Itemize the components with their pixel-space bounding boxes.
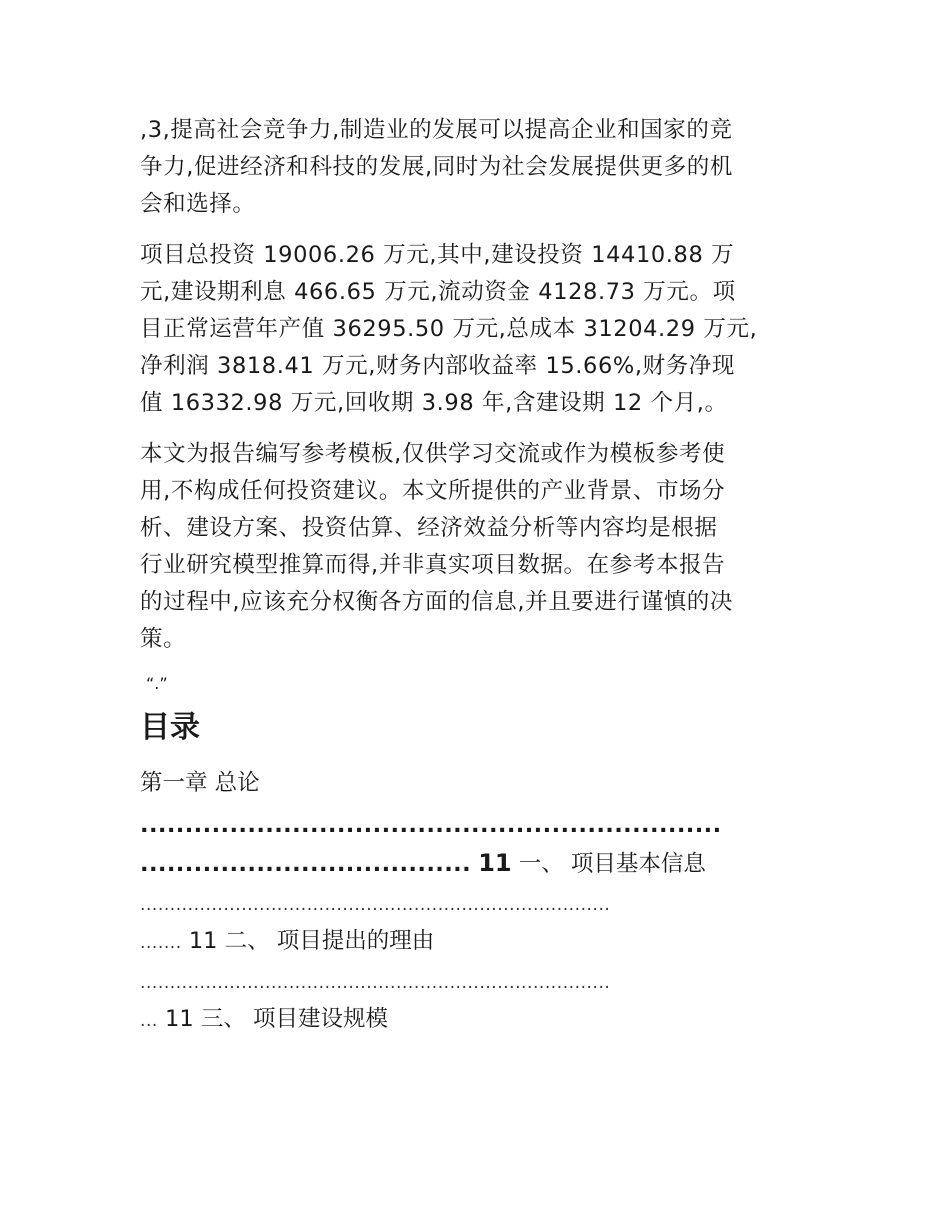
- toc-entry-line: [140, 1000, 820, 1038]
- text-line: 净利润 3818.41 万元,财务内部收益率 15.66%,财务净现: [140, 353, 735, 379]
- toc-dots: ...: [140, 1011, 158, 1031]
- text-line: ,3,提高社会竞争力,制造业的发展可以提高企业和国家的竞: [140, 117, 733, 143]
- text-line: 的过程中,应该充分权衡各方面的信息,并且要进行谨慎的决: [140, 589, 734, 615]
- toc-entry-project-info[interactable]: 一、 项目基本信息: [518, 851, 706, 877]
- toc-entry-project-scale[interactable]: 三、 项目建设规模: [200, 1006, 388, 1032]
- toc-page-number: 11: [165, 1006, 194, 1032]
- toc-chapter-heading: 第一章 总论: [140, 770, 260, 796]
- toc-dots: .....................................: [140, 851, 472, 877]
- paragraph-competitiveness: [140, 112, 820, 223]
- text-line: 本文为报告编写参考模板,仅供学习交流或作为模板参考使: [140, 441, 726, 467]
- toc-dots: .......: [140, 933, 182, 953]
- toc-leader-line: [140, 806, 820, 844]
- toc-title: 目录: [140, 710, 200, 745]
- toc-dots: ...............................................................................: [140, 973, 611, 993]
- text-line: 目正常运营年产值 36295.50 万元,总成本 31204.29 万元,: [140, 316, 758, 342]
- text-line: 元,建设期利息 466.65 万元,流动资金 4128.73 万元。项: [140, 279, 736, 305]
- text-line: 析、建设方案、投资估算、经济效益分析等内容均是根据: [140, 515, 718, 541]
- toc-leader-line: [140, 884, 820, 922]
- text-line: 会和选择。: [140, 191, 256, 217]
- toc-dots: ...............................................................................: [140, 895, 611, 915]
- toc-page-number: 11: [478, 849, 512, 877]
- toc-dots: .................................................................: [140, 812, 722, 838]
- quote-mark: “.”: [146, 674, 168, 693]
- text-line: 行业研究模型推算而得,并非真实项目数据。在参考本报告: [140, 552, 726, 578]
- text-line: 策。: [140, 626, 187, 652]
- text-line: 用,不构成任何投资建议。本文所提供的产业背景、市场分: [140, 478, 726, 504]
- toc-entry-line: [140, 844, 820, 882]
- text-line: 项目总投资 19006.26 万元,其中,建设投资 14410.88 万: [140, 242, 735, 268]
- document-page: [140, 112, 820, 1038]
- text-line: 值 16332.98 万元,回收期 3.98 年,含建设期 12 个月,。: [140, 390, 728, 416]
- paragraph-investment-summary: [140, 237, 820, 422]
- toc-page-number: 11: [188, 928, 218, 954]
- toc-leader-line: [140, 962, 820, 1000]
- text-line: 争力,促进经济和科技的发展,同时为社会发展提供更多的机: [140, 154, 734, 180]
- toc-entry-line: [140, 922, 820, 960]
- paragraph-disclaimer: [140, 436, 820, 658]
- toc-entry-project-reason[interactable]: 二、 项目提出的理由: [224, 928, 435, 954]
